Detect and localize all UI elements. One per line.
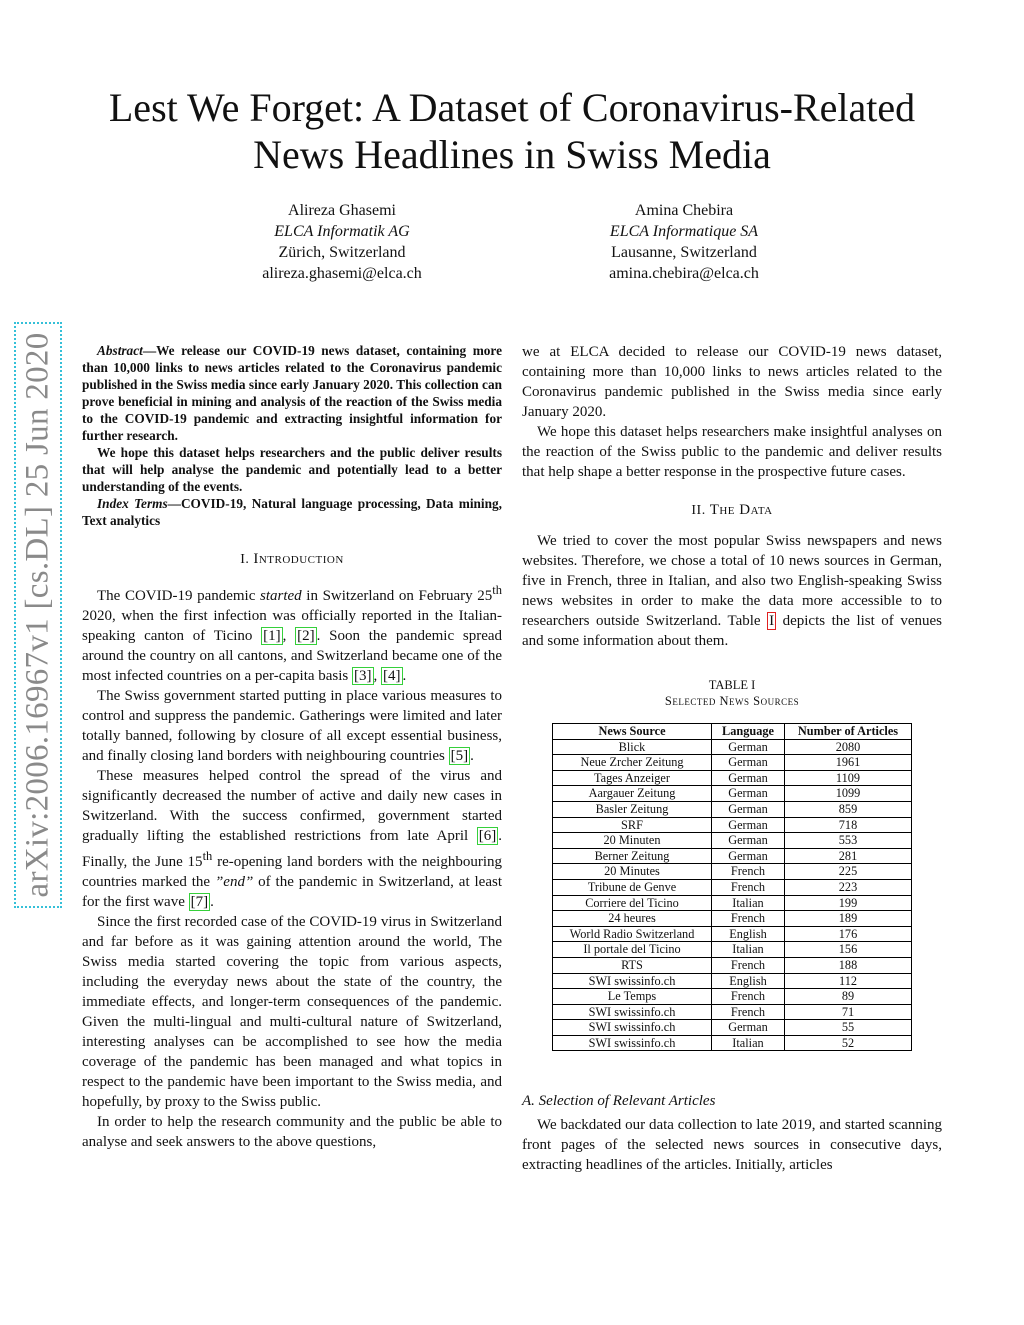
section-heading-data xyxy=(522,500,942,521)
section-title: The Data xyxy=(709,502,773,518)
language-cell: German xyxy=(712,848,785,864)
table-row xyxy=(553,879,912,895)
column-header: Language xyxy=(712,724,785,740)
article-count-cell: 553 xyxy=(785,833,912,849)
column-header: Number of Articles xyxy=(785,724,912,740)
language-cell: German xyxy=(712,739,785,755)
article-count-cell: 52 xyxy=(785,1035,912,1051)
news-source-cell: Blick xyxy=(553,739,712,755)
news-source-cell: Berner Zeitung xyxy=(553,848,712,864)
article-count-cell: 223 xyxy=(785,879,912,895)
language-cell: French xyxy=(712,879,785,895)
arxiv-sidebar-stamp xyxy=(14,322,62,908)
table-row xyxy=(553,989,912,1005)
language-cell: English xyxy=(712,926,785,942)
intro-paragraph-2: The Swiss government started putting in place various measures to control and suppress the pandemic. Gatherings were limited and later totally banned, following by closure of all except essential business, and finally closing land borders with neighbouring countries [5] . xyxy=(82,688,502,764)
table-row xyxy=(553,801,912,817)
abstract-label: Abstract xyxy=(97,343,143,358)
language-cell: French xyxy=(712,911,785,927)
language-cell: Italian xyxy=(712,1035,785,1051)
author-2 xyxy=(514,200,854,284)
article-count-cell: 718 xyxy=(785,817,912,833)
subsection-heading: A. Selection of Relevant Articles xyxy=(522,1093,716,1110)
citation-link[interactable]: [2] xyxy=(297,628,315,644)
news-source-cell: Il portale del Ticino xyxy=(553,942,712,958)
news-source-cell: Tribune de Genve xyxy=(553,879,712,895)
intro-paragraph-4: Since the first recorded case of the COVID-19 virus in Switzerland and far before as it was gaining attention around the world, The Swiss media started covering the topic from various aspects, including the everyday news about the state of the country, the immediate effects, and longer-term consequences of the pandemic. Given the multi-lingual and multi-cultural nature of Switzerland, interesting analyses can be accomplished to see how the media coverage of the pandemic has been managed and what topics in respect to the pandemic have been important to the Swiss media, and hopefully, by proxy to the Swiss public. xyxy=(82,914,502,1110)
article-count-cell: 225 xyxy=(785,864,912,880)
table-row xyxy=(553,895,912,911)
section-title: Introduction xyxy=(253,551,344,567)
index-terms-text: —COVID-19, Natural language processing, Data mining, Text analytics xyxy=(82,496,502,528)
right-column xyxy=(522,342,942,1175)
language-cell: French xyxy=(712,957,785,973)
article-count-cell: 1109 xyxy=(785,770,912,786)
table-row xyxy=(553,833,912,849)
language-cell: German xyxy=(712,801,785,817)
author-location: Lausanne, Switzerland xyxy=(611,244,757,261)
article-count-cell: 189 xyxy=(785,911,912,927)
citation-link[interactable]: [3] xyxy=(354,668,372,684)
table-row xyxy=(553,770,912,786)
selection-paragraph-1: We backdated our data collection to late 2019, and started scanning front pages of the selected news sources in consecutive days, extracting headlines of the articles. Initially, articles xyxy=(522,1117,942,1174)
article-count-cell: 1099 xyxy=(785,786,912,802)
article-count-cell: 281 xyxy=(785,848,912,864)
title-line-1: Lest We Forget: A Dataset of Coronavirus-Related xyxy=(108,85,916,130)
language-cell: Italian xyxy=(712,895,785,911)
section-number: I. xyxy=(240,552,254,567)
article-count-cell: 199 xyxy=(785,895,912,911)
article-count-cell: 112 xyxy=(785,973,912,989)
abstract xyxy=(82,342,502,444)
article-count-cell: 89 xyxy=(785,989,912,1005)
news-source-cell: SRF xyxy=(553,817,712,833)
table-row xyxy=(553,957,912,973)
language-cell: English xyxy=(712,973,785,989)
news-source-cell: Corriere del Ticino xyxy=(553,895,712,911)
language-cell: French xyxy=(712,1004,785,1020)
table-row xyxy=(553,973,912,989)
language-cell: German xyxy=(712,770,785,786)
language-cell: Italian xyxy=(712,942,785,958)
right-paragraph-2: We hope this dataset helps researchers make insightful analyses on the reaction of the Swiss public to the pandemic and deliver results that help shape a better response in the prospective future cases. xyxy=(522,424,942,480)
news-source-cell: SWI swissinfo.ch xyxy=(553,1020,712,1036)
table-row xyxy=(553,848,912,864)
news-source-cell: 20 Minuten xyxy=(553,833,712,849)
data-paragraph-1: We tried to cover the most popular Swiss newspapers and news websites. Therefore, we chose a total of 10 news sources in German, five in French, three in Italian, and also two English-speaking Swiss news websites in order to make the data more accessible to to researchers outside Switzerland. Table I depicts the list of venues and some information about them. xyxy=(522,533,942,649)
column-header: News Source xyxy=(553,724,712,740)
table-row xyxy=(553,755,912,771)
news-source-cell: Le Temps xyxy=(553,989,712,1005)
language-cell: German xyxy=(712,786,785,802)
table-reference-link[interactable]: I xyxy=(769,613,775,629)
table-title: Selected News Sources xyxy=(664,694,800,708)
news-source-cell: SWI swissinfo.ch xyxy=(553,1035,712,1051)
abstract-paragraph-2: We hope this dataset helps researchers and the public deliver results that will help analyse the pandemic and potentially lead to a better understanding of the events. xyxy=(82,445,502,494)
table-row xyxy=(553,1035,912,1051)
table-row xyxy=(553,864,912,880)
index-terms-label: Index Terms xyxy=(97,496,168,511)
author-email: amina.chebira@elca.ch xyxy=(609,265,759,282)
news-source-cell: 20 Minutes xyxy=(553,864,712,880)
right-paragraph-1: we at ELCA decided to release our COVID-19 news dataset, containing more than 10,000 links to news articles related to the Coronavirus pandemic published in the Swiss media since early January 2020. xyxy=(522,344,942,420)
table-row xyxy=(553,739,912,755)
news-source-cell: Neue Zrcher Zeitung xyxy=(553,755,712,771)
table-row xyxy=(553,1004,912,1020)
language-cell: German xyxy=(712,755,785,771)
table-caption xyxy=(522,677,942,709)
news-source-cell: World Radio Switzerland xyxy=(553,926,712,942)
news-source-cell: 24 heures xyxy=(553,911,712,927)
language-cell: German xyxy=(712,1020,785,1036)
article-count-cell: 188 xyxy=(785,957,912,973)
language-cell: German xyxy=(712,817,785,833)
article-count-cell: 1961 xyxy=(785,755,912,771)
table-row xyxy=(553,911,912,927)
article-count-cell: 859 xyxy=(785,801,912,817)
table-row xyxy=(553,817,912,833)
index-terms xyxy=(82,495,502,529)
news-source-cell: Tages Anzeiger xyxy=(553,770,712,786)
table-body xyxy=(553,739,912,1051)
article-count-cell: 55 xyxy=(785,1020,912,1036)
language-cell: French xyxy=(712,864,785,880)
section-heading-introduction xyxy=(82,549,502,570)
news-source-cell: SWI swissinfo.ch xyxy=(553,973,712,989)
news-source-cell: RTS xyxy=(553,957,712,973)
arxiv-id: arXiv:2006.16967v1 [cs.DL] 25 Jun 2020 xyxy=(19,332,56,898)
left-column xyxy=(82,342,502,1152)
table-header-row xyxy=(553,724,912,740)
intro-paragraph-1: The COVID-19 pandemic started in Switzerland on February 25th 2020, when the first infection was officially reported in the Italian-speaking canton of Ticino [1] , [2] . Soon the pandemic spread around the country on all cantons, and Switzerland became one of the most infected countries on a per-capita basis [3] , [4] . xyxy=(82,583,503,684)
abstract-text: —We release our COVID-19 news dataset, containing more than 10,000 links to news articles related to the Coronavirus pandemic published in the Swiss media since early January 2020. This collection can prove beneficial in mining and analysis of the reaction of the Swiss media to the COVID-19 pandemic and extracting insightful information for further research. xyxy=(82,343,502,443)
news-source-cell: Aargauer Zeitung xyxy=(553,786,712,802)
paper-title xyxy=(60,84,964,178)
citation-link[interactable]: [4] xyxy=(383,668,401,684)
title-line-2: News Headlines in Swiss Media xyxy=(253,132,771,177)
article-count-cell: 2080 xyxy=(785,739,912,755)
intro-paragraph-5: In order to help the research community and the public be able to analyse and seek answers to the above questions, xyxy=(82,1114,502,1150)
citation-link[interactable]: [5] xyxy=(450,748,469,764)
news-sources-table xyxy=(552,723,912,1051)
section-number: II. xyxy=(691,503,710,518)
language-cell: French xyxy=(712,989,785,1005)
table-row xyxy=(553,926,912,942)
intro-paragraph-3: These measures helped control the spread of the virus and significantly decreased the number of active and daily new cases in Switzerland. With the success confirmed, government started gradually lifting the established restrictions from late April [6] . Finally, the June 15th re-opening land borders with the neighbouring countries marked the ”end” of the pandemic in Switzerland, at least for the first wave [7] . xyxy=(82,768,502,910)
author-email: alireza.ghasemi@elca.ch xyxy=(262,265,422,282)
article-count-cell: 71 xyxy=(785,1004,912,1020)
citation-link[interactable]: [6] xyxy=(478,828,497,844)
article-count-cell: 176 xyxy=(785,926,912,942)
author-affiliation: ELCA Informatik AG xyxy=(274,223,410,240)
news-source-cell: Basler Zeitung xyxy=(553,801,712,817)
author-location: Zürich, Switzerland xyxy=(278,244,406,261)
table-label: TABLE I xyxy=(708,678,756,692)
table-row xyxy=(553,786,912,802)
author-1 xyxy=(172,200,512,284)
citation-link[interactable]: [7] xyxy=(190,894,209,910)
language-cell: German xyxy=(712,833,785,849)
article-count-cell: 156 xyxy=(785,942,912,958)
citation-link[interactable]: [1] xyxy=(263,628,281,644)
author-name: Amina Chebira xyxy=(634,202,734,219)
author-affiliation: ELCA Informatique SA xyxy=(609,223,759,240)
author-name: Alireza Ghasemi xyxy=(288,202,396,219)
table-row xyxy=(553,942,912,958)
table-row xyxy=(553,1020,912,1036)
news-source-cell: SWI swissinfo.ch xyxy=(553,1004,712,1020)
